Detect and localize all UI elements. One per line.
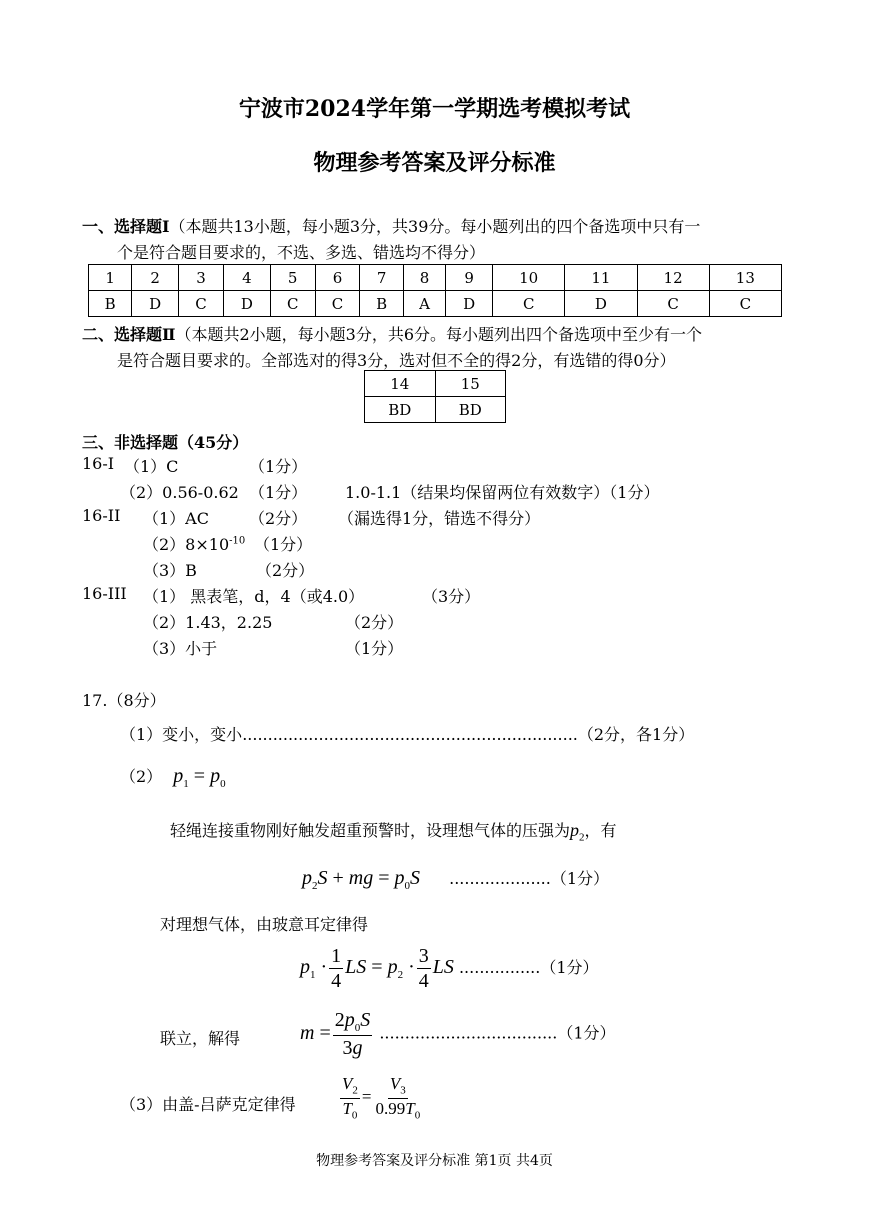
q17-text-a-end: ，有 (584, 821, 617, 840)
section2-heading: 二、选择题Ⅱ (82, 325, 176, 344)
note-text: （漏选得1分，错选不得分） (338, 509, 541, 528)
symbol-p2: $p_2$ (570, 820, 585, 844)
score-text: （1分） (345, 639, 404, 658)
answer-text: （1）AC (143, 509, 209, 528)
section3-heading: 三、非选择题（45分） (82, 433, 249, 452)
answer-base: （2）8×10 (143, 535, 230, 554)
score-text: （3分） (422, 587, 481, 606)
q17-text-b: 对理想气体，由玻意耳定律得 (160, 915, 369, 934)
section1-answer-table (88, 264, 782, 317)
q17-text-c: 联立，解得 (160, 1029, 241, 1048)
answer-text: （1） 黑表笔，d，4（或4.0） (143, 587, 365, 606)
answer-cell: D (565, 291, 637, 317)
q17-part1 (120, 722, 694, 745)
question-label: 16-II (82, 506, 121, 525)
q17-heading: 17.（8分） (82, 691, 166, 710)
question-label: 16-III (82, 584, 127, 603)
score-text: （2分） (345, 613, 404, 632)
q17-part1-dots: .................................................................. (242, 725, 578, 744)
score-text: （1分） (249, 457, 308, 476)
q17-part2-eq0 (120, 764, 226, 790)
question-number-cell: 12 (637, 265, 709, 291)
score-text: （2分） (249, 509, 308, 528)
answer-text: （2）1.43，2.25 (143, 613, 273, 632)
q17-eq3 (300, 1008, 616, 1060)
q17-part1-score: （2分，各1分） (577, 725, 695, 744)
eq3-dots: ................................... (379, 1023, 558, 1043)
answer-cell: C (637, 291, 709, 317)
answer-text: （1）C (124, 457, 179, 476)
question-number-cell: 11 (565, 265, 637, 291)
answer-cell: B (360, 291, 403, 317)
answer-text: （2）0.56-0.62 (120, 483, 239, 502)
answer-exponent: -10 (229, 535, 246, 547)
question-number-cell: 4 (223, 265, 270, 291)
section2-line1 (82, 322, 702, 345)
equation-p1-p0: $p_1 = p_0$ (173, 765, 226, 790)
eq1-dots: .................... (449, 869, 551, 888)
eq3-score: （1分） (557, 1023, 616, 1043)
q17-text-a-body: 轻绳连接重物刚好触发超重预警时，设理想气体的压强为 (170, 821, 571, 840)
answer-cell: D (132, 291, 179, 317)
question-number-cell: 5 (270, 265, 315, 291)
answer-cell: C (315, 291, 360, 317)
question-number-cell: 13 (709, 265, 781, 291)
question-number-cell: 14 (365, 371, 436, 397)
answer-cell: A (403, 291, 446, 317)
eq2-dots: ................ (458, 958, 541, 978)
question-number-cell: 7 (360, 265, 403, 291)
equation-force-balance: $p_2S$ + mg = $p_0S$ (302, 867, 421, 892)
eq1-score: （1分） (550, 869, 610, 888)
answer-cell: C (493, 291, 565, 317)
section1-desc-line1: （本题共13小题，每小题3分，共39分。每小题列出的四个备选项中只有一 (169, 217, 701, 236)
section2-answer-table (364, 370, 506, 423)
q17-part1-answer: （1）变小，变小 (120, 725, 243, 744)
question-number-cell: 1 (89, 265, 132, 291)
question-number-cell: 8 (403, 265, 446, 291)
q17-eq2 (300, 944, 599, 993)
question-number-cell: 3 (179, 265, 224, 291)
answer-cell: BD (435, 397, 506, 423)
question-number-cell: 9 (446, 265, 493, 291)
answer-cell: D (446, 291, 493, 317)
answer-cell: D (223, 291, 270, 317)
section1-desc-line2: 个是符合题目要求的，不选、多选、错选均不得分） (117, 243, 486, 262)
section2-desc-line2: 是符合题目要求的。全部选对的得3分，选对但不全的得2分，有选错的得0分） (117, 351, 676, 370)
answer-cell: B (89, 291, 132, 317)
score-text: （1分） (249, 483, 308, 502)
question-label: 16-I (82, 454, 115, 473)
q17-text-a (170, 818, 617, 844)
question-number-cell: 6 (315, 265, 360, 291)
note-text: 1.0-1.1（结果均保留两位有效数字）（1分） (345, 483, 660, 502)
page-footer: 物理参考答案及评分标准 第1页 共4页 (316, 1153, 553, 1169)
question-number-cell: 2 (132, 265, 179, 291)
score-text: （2分） (256, 561, 315, 580)
page-subtitle: 物理参考答案及评分标准 (313, 150, 556, 176)
equation-boyle: $p_1$ · $\frac{1}{4}$ LS = $p_2$ · $\frac{3}{4}$ LS (300, 945, 454, 992)
question-number-cell: 10 (493, 265, 565, 291)
answer-text: （3）小于 (143, 639, 218, 658)
q17-eq1 (302, 866, 609, 892)
section1-line1 (82, 214, 700, 237)
answer-text (143, 532, 245, 555)
answer-text: （3）B (143, 561, 197, 580)
equation-mass: m = $\frac{2p_0S}{3g}$ (300, 1009, 371, 1060)
answer-cell: C (270, 291, 315, 317)
q17-eq4 (338, 1074, 424, 1122)
q17-part2-label: （2） (120, 767, 163, 786)
score-text: （1分） (254, 535, 313, 554)
section1-heading: 一、选择题Ⅰ (82, 217, 170, 236)
q17-part3-label: （3）由盖-吕萨克定律得 (120, 1095, 296, 1114)
equation-gay-lussac: $\frac{V_2}{T_0}$ = $\frac{V_3}{0.99T_0}$ (342, 1074, 421, 1121)
page-title: 宁波市2024学年第一学期选考模拟考试 (238, 96, 631, 122)
section2-desc-line1: （本题共2小题，每小题3分，共6分。每小题列出四个备选项中至少有一个 (175, 325, 703, 344)
answer-cell: C (709, 291, 781, 317)
question-number-cell: 15 (435, 371, 506, 397)
eq2-score: （1分） (540, 958, 599, 978)
answer-cell: BD (365, 397, 436, 423)
answer-cell: C (179, 291, 224, 317)
